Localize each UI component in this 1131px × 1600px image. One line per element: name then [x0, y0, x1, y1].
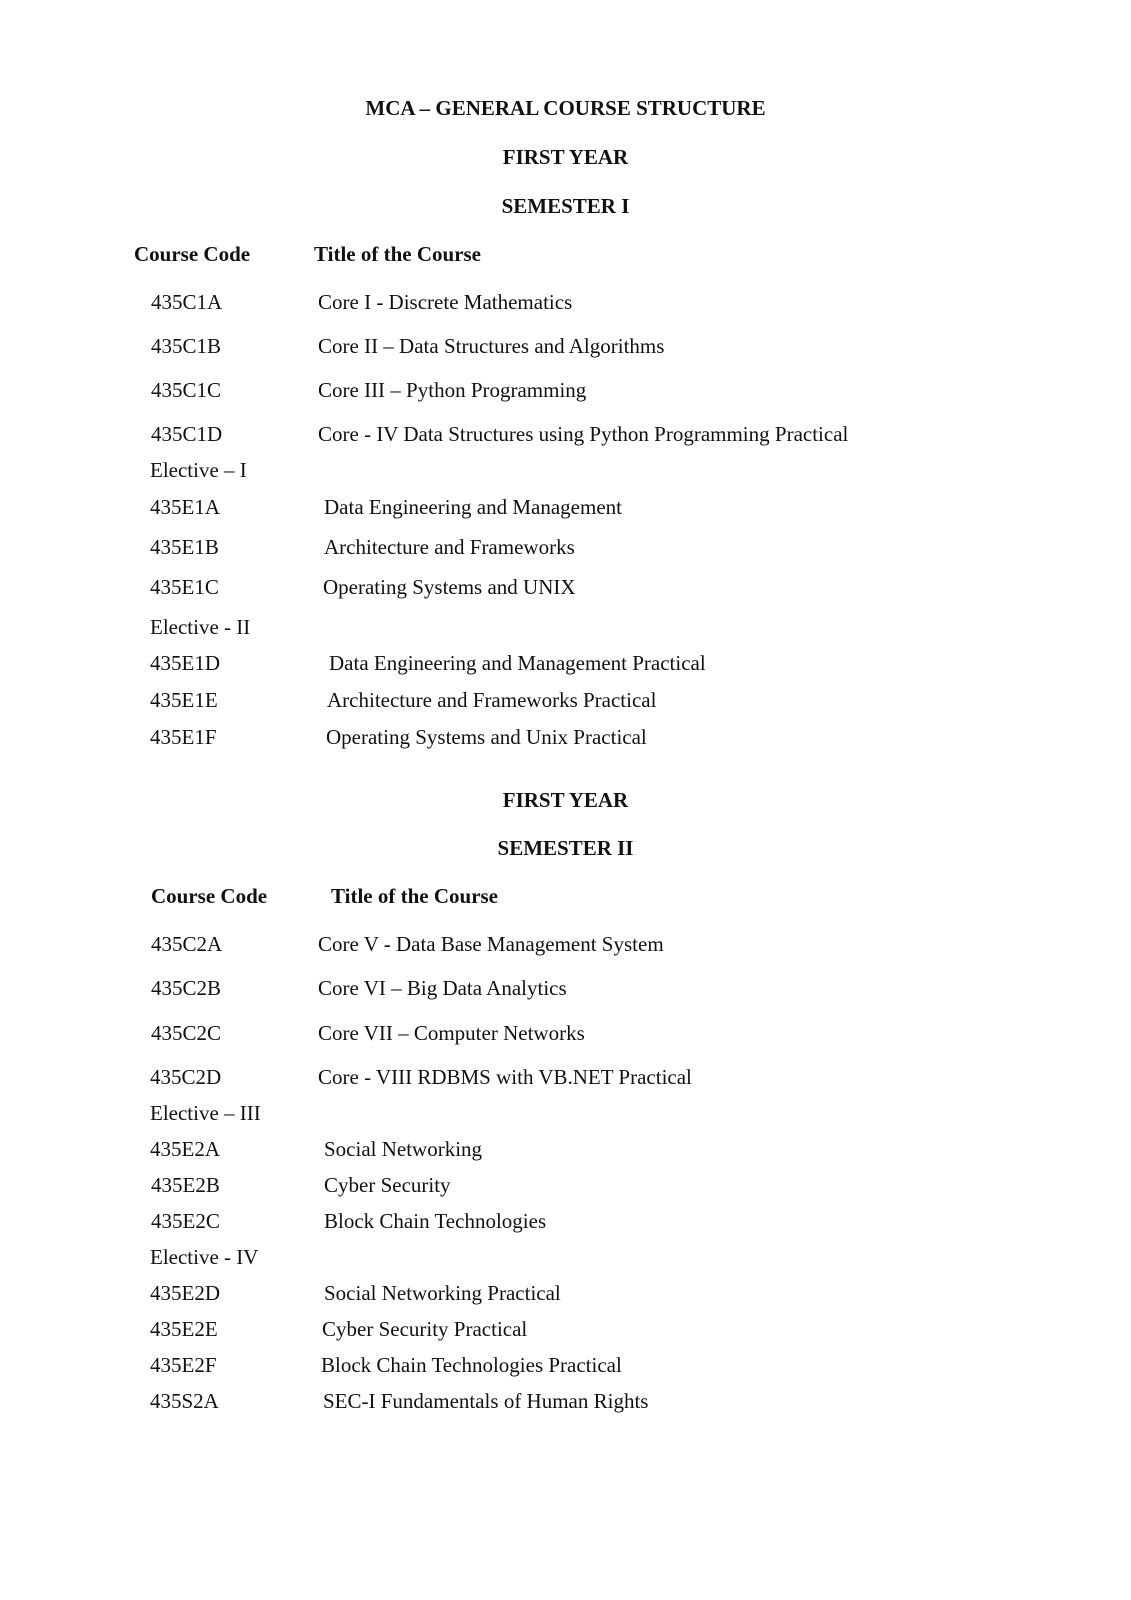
- course-title: Cyber Security Practical: [322, 1317, 528, 1341]
- course-row: [0, 1353, 1131, 1383]
- course-code: 435E1E: [150, 688, 218, 712]
- elective-group-row: [0, 615, 1131, 645]
- course-title: Operating Systems and UNIX: [323, 575, 576, 599]
- semester-1-code-header: Course Code: [134, 242, 251, 266]
- semester-1-title-header: Title of the Course: [314, 242, 482, 266]
- course-code: 435C1C: [151, 378, 222, 402]
- course-code: 435C1A: [151, 290, 223, 314]
- elective-group-row: [0, 458, 1131, 488]
- course-title: Social Networking: [324, 1137, 483, 1161]
- course-code: 435C2A: [151, 932, 223, 956]
- course-row: [0, 575, 1131, 605]
- course-title: Data Engineering and Management: [324, 495, 622, 519]
- course-code: 435E1B: [150, 535, 219, 559]
- course-title: Data Engineering and Management Practical: [329, 651, 706, 675]
- course-row: [0, 651, 1131, 681]
- course-row: [0, 1209, 1131, 1239]
- course-title: Cyber Security: [324, 1173, 451, 1197]
- course-title: Architecture and Frameworks: [324, 535, 575, 559]
- elective-group-label: Elective - II: [150, 615, 251, 639]
- elective-group-row: [0, 1245, 1131, 1275]
- course-title: Social Networking Practical: [324, 1281, 561, 1305]
- course-row: [0, 495, 1131, 525]
- course-row: [0, 535, 1131, 565]
- course-code: 435E2F: [150, 1353, 217, 1377]
- course-title: Operating Systems and Unix Practical: [326, 725, 647, 749]
- course-code: 435E2C: [151, 1209, 220, 1233]
- course-row: [0, 1389, 1131, 1419]
- course-code: 435E2A: [150, 1137, 220, 1161]
- course-code: 435C2D: [150, 1065, 222, 1089]
- course-row: [0, 1173, 1131, 1203]
- course-code: 435C2B: [151, 976, 222, 1000]
- course-row: [0, 378, 1131, 408]
- course-row: [0, 1317, 1131, 1347]
- course-title: Core I - Discrete Mathematics: [318, 290, 573, 314]
- semester-2-year: FIRST YEAR: [502, 788, 629, 812]
- semester-2-code-header: Course Code: [151, 884, 268, 908]
- elective-group-label: Elective – I: [150, 458, 247, 482]
- semester-1-year: FIRST YEAR: [502, 145, 629, 169]
- course-code: 435C1D: [151, 422, 223, 446]
- course-row: [0, 422, 1131, 452]
- course-title: Core VI – Big Data Analytics: [318, 976, 567, 1000]
- course-code: 435C2C: [151, 1021, 222, 1045]
- course-title: Block Chain Technologies: [324, 1209, 547, 1233]
- course-title: Core III – Python Programming: [318, 378, 587, 402]
- course-row: [0, 290, 1131, 320]
- course-title: Core II – Data Structures and Algorithms: [318, 334, 665, 358]
- semester-2-heading: SEMESTER II: [497, 836, 634, 860]
- course-code: 435C1B: [151, 334, 222, 358]
- course-title: Core VII – Computer Networks: [318, 1021, 585, 1045]
- course-title: Block Chain Technologies Practical: [321, 1353, 622, 1377]
- document-title: MCA – GENERAL COURSE STRUCTURE: [365, 96, 766, 120]
- course-title: Core V - Data Base Management System: [318, 932, 664, 956]
- course-row: [0, 334, 1131, 364]
- course-code: 435E1C: [150, 575, 219, 599]
- semester-2-title-header: Title of the Course: [331, 884, 499, 908]
- course-row: [0, 688, 1131, 718]
- course-code: 435E2D: [150, 1281, 220, 1305]
- course-code: 435E1D: [150, 651, 220, 675]
- course-row: [0, 1137, 1131, 1167]
- course-title: Core - IV Data Structures using Python Programming Practical: [318, 422, 849, 446]
- elective-group-row: [0, 1101, 1131, 1131]
- course-title: Architecture and Frameworks Practical: [327, 688, 657, 712]
- course-code: 435E2B: [151, 1173, 220, 1197]
- course-row: [0, 932, 1131, 962]
- course-code: 435E1A: [150, 495, 220, 519]
- course-title: SEC-I Fundamentals of Human Rights: [323, 1389, 649, 1413]
- course-row: [0, 1021, 1131, 1051]
- course-row: [0, 725, 1131, 755]
- elective-group-label: Elective - IV: [150, 1245, 259, 1269]
- semester-1-heading: SEMESTER I: [501, 194, 630, 218]
- course-code: 435E1F: [150, 725, 217, 749]
- course-code: 435E2E: [150, 1317, 218, 1341]
- course-code: 435S2A: [150, 1389, 219, 1413]
- elective-group-label: Elective – III: [150, 1101, 261, 1125]
- course-title: Core - VIII RDBMS with VB.NET Practical: [318, 1065, 692, 1089]
- course-row: [0, 1281, 1131, 1311]
- course-row: [0, 1065, 1131, 1095]
- course-row: [0, 976, 1131, 1006]
